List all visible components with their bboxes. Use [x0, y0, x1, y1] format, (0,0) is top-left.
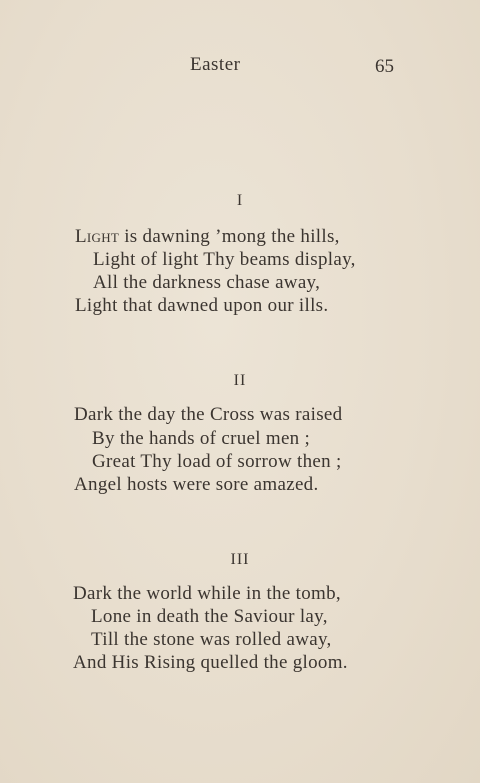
stanza-2-line-4: Angel hosts were sore amazed. — [74, 474, 319, 495]
stanza-2-line-3: Great Thy load of sorrow then ; — [92, 451, 342, 472]
drop-word: Light — [75, 226, 120, 247]
stanza-numeral-3: III — [230, 551, 250, 568]
stanza-3-line-2: Lone in death the Saviour lay, — [91, 606, 328, 627]
running-title: Easter — [190, 54, 241, 75]
stanza-1-line-3: All the darkness chase away, — [93, 272, 321, 293]
stanza-3-line-1: Dark the world while in the tomb, — [73, 583, 341, 604]
stanza-2-line-2: By the hands of cruel men ; — [92, 428, 311, 449]
stanza-3-line-3: Till the stone was rolled away, — [91, 629, 332, 650]
stanza-numeral-2: II — [233, 372, 247, 389]
page-number: 65 — [375, 56, 394, 77]
line-text: is dawning ’mong the hills, — [119, 226, 340, 247]
stanza-3-line-4: And His Rising quelled the gloom. — [73, 652, 348, 673]
stanza-1-line-2: Light of light Thy beams display, — [93, 249, 356, 270]
stanza-1-line-1 — [75, 226, 340, 248]
running-head — [0, 54, 480, 80]
stanza-1-line-4: Light that dawned upon our ills. — [75, 295, 329, 316]
stanza-2-line-1: Dark the day the Cross was raised — [74, 404, 343, 425]
stanza-numeral-1: I — [236, 192, 244, 209]
